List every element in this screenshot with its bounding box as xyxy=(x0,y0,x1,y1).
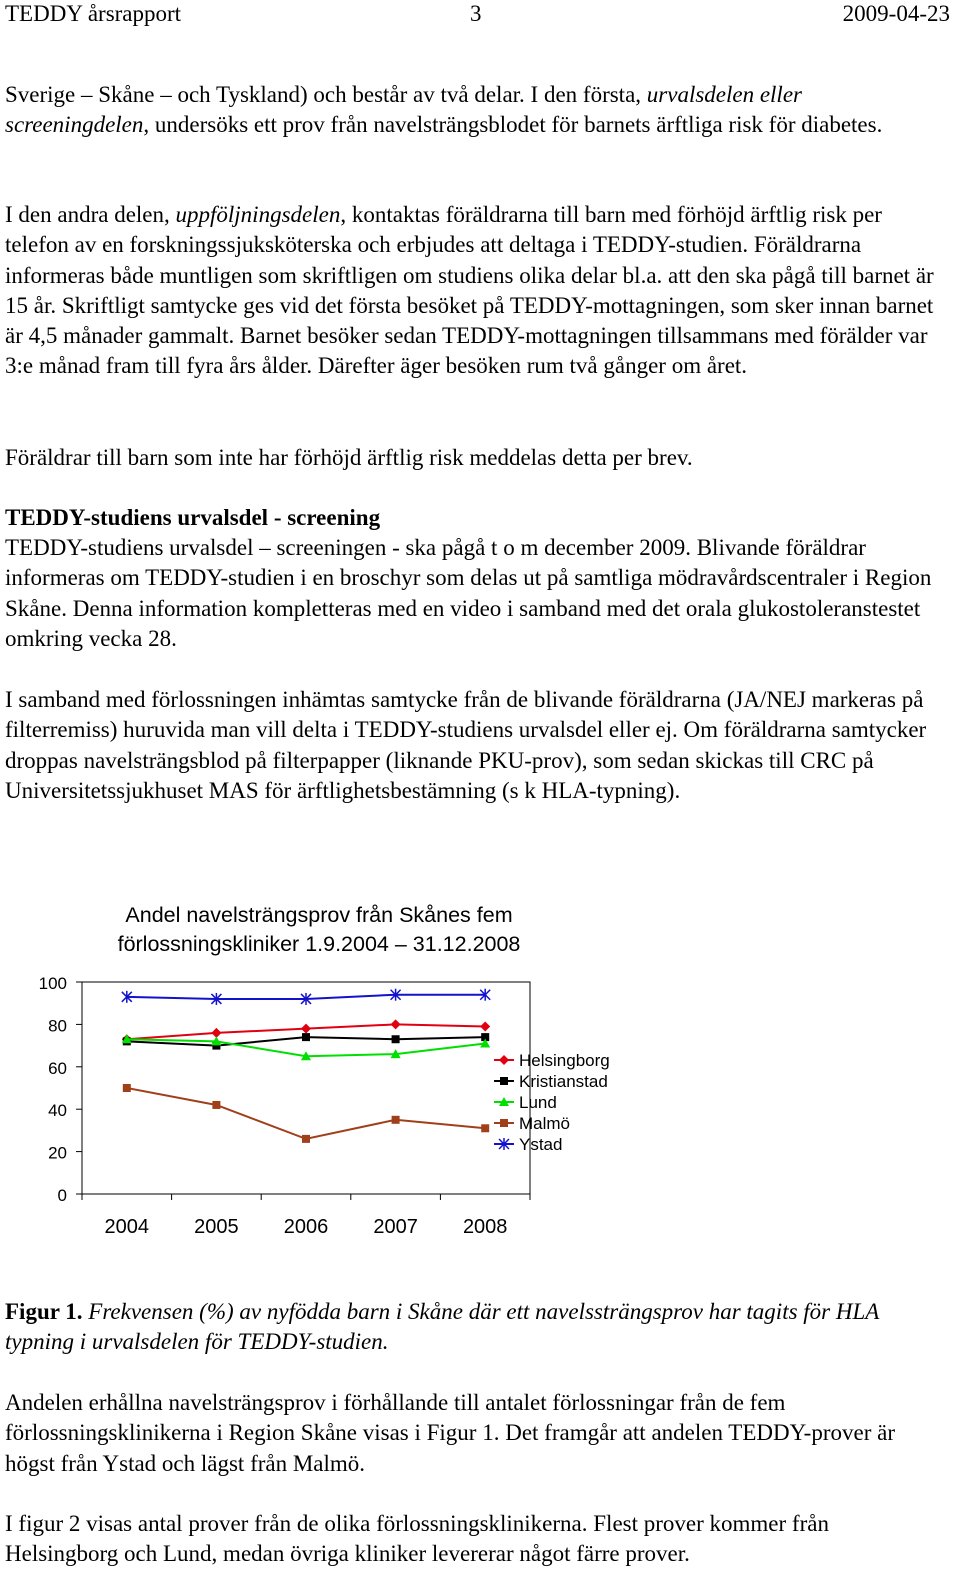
legend-label-lund: Lund xyxy=(519,1093,557,1112)
series-line-malmo xyxy=(127,1088,485,1139)
x-tick-label: 2004 xyxy=(104,1216,150,1238)
x-tick-label: 2005 xyxy=(194,1216,239,1238)
y-tick-label: 20 xyxy=(48,1143,67,1163)
data-point-malmo xyxy=(302,1135,310,1143)
y-tick-label: 0 xyxy=(57,1186,67,1205)
data-point-helsingborg xyxy=(391,1019,401,1029)
chart-title-line-2: förlossningskliniker 1.9.2004 – 31.12.2008 xyxy=(117,932,521,956)
y-tick-label: 60 xyxy=(48,1058,67,1078)
legend-label-kristianstad: Kristianstad xyxy=(519,1072,608,1091)
data-point-kristianstad xyxy=(392,1035,400,1043)
section-heading: TEDDY-studiens urvalsdel - screening xyxy=(5,505,381,530)
paragraph-results: Andelen erhållna navelsträngsprov i förhållande till antalet förlossningar från de fem förlossningsklinikerna i Region Skåne visas i Figur 1. Det framgår att andelen TEDDY-prover är högst från Ystad och lägst från Malmö. xyxy=(5,1390,895,1476)
y-tick-label: 80 xyxy=(48,1016,67,1036)
paragraph-screening: TEDDY-studiens urvalsdel – screeningen - ska pågå t o m december 2009. Blivande föräldrar informeras om TEDDY-studien i en broschyr som delas ut på samtliga mödravårdscentraler i Region Skåne. Denna information kompletteras med en video i samband med det orala glukostoleranstestet omkring vecka 28. xyxy=(5,535,932,651)
data-point-malmo xyxy=(123,1084,131,1092)
paragraph-letter: Föräldrar till barn som inte har förhöjd ärftlig risk meddelas detta per brev. xyxy=(5,445,693,470)
legend-label-malmo: Malmö xyxy=(519,1114,571,1133)
chart-title-line-1: Andel navelsträngsprov från Skånes fem xyxy=(125,903,513,927)
y-tick-label: 40 xyxy=(48,1101,67,1121)
header-title: TEDDY årsrapport xyxy=(5,1,182,26)
x-tick-label: 2007 xyxy=(373,1216,418,1238)
paragraph-followup: I den andra delen, uppföljningsdelen, kontaktas föräldrarna till barn med förhöjd ärftlig risk per telefon av en forskningssjuksköterska och erbjudes att deltaga i TEDDY-studien. Föräldrarna informeras både muntligen som skriftligen om studiens olika delar bl.a. att den ska pågå till barnet är 15 år. Skriftligt samtycke ges vid det första besöket på TEDDY-mottagningen, som sker innan barnet är 4,5 månader gammalt. Barnet besöker sedan TEDDY-mottagningen tillsammans med förälder var 3:e månad fram till fyra års ålder. Därefter äger besöken rum två gånger om året. xyxy=(5,202,934,379)
header-page-number: 3 xyxy=(470,1,482,26)
legend-marker-malmo xyxy=(500,1119,508,1127)
paragraph-figure2: I figur 2 visas antal prover från de olika förlossningsklinikerna. Flest prover kommer från Helsingborg och Lund, medan övriga kliniker levererar något färre prover. xyxy=(5,1511,829,1567)
chart xyxy=(0,880,960,1260)
legend-marker-kristianstad xyxy=(500,1077,508,1085)
legend-label-ystad: Ystad xyxy=(519,1135,563,1154)
x-tick-label: 2006 xyxy=(283,1216,329,1238)
data-point-malmo xyxy=(392,1116,400,1124)
x-tick-label: 2008 xyxy=(462,1216,508,1238)
y-tick-label: 100 xyxy=(38,974,67,993)
header-date: 2009-04-23 xyxy=(842,1,950,26)
plot-area xyxy=(82,982,530,1194)
data-point-malmo xyxy=(212,1101,220,1109)
legend-label-helsingborg: Helsingborg xyxy=(519,1051,610,1070)
legend-marker-helsingborg xyxy=(499,1055,509,1065)
data-point-malmo xyxy=(481,1124,489,1132)
data-point-helsingborg xyxy=(301,1024,311,1034)
data-point-helsingborg xyxy=(480,1022,490,1032)
data-point-kristianstad xyxy=(302,1033,310,1041)
paragraph-consent: I samband med förlossningen inhämtas samtycke från de blivande föräldrarna (JA/NEJ markeras på filterremiss) huruvida man vill delta i TEDDY-studiens urvalsdel eller ej. Om föräldrarna samtycker droppas navelsträngsblod på filterpapper (liknande PKU-prov), som sedan skickas till CRC på Universitetssjukhuset MAS för ärftlighetsbestämning (s k HLA-typning). xyxy=(5,687,927,803)
paragraph-intro: Sverige – Skåne – och Tyskland) och består av två delar. I den första, urvalsdelen eller screeningdelen, undersöks ett prov från navelsträngsblodet för barnets ärftliga risk för diabetes. xyxy=(5,82,883,138)
figure-caption: Figur 1. Frekvensen (%) av nyfödda barn i Skåne där ett navelssträngsprov har tagits för HLA typning i urvalsdelen för TEDDY-studien. xyxy=(5,1299,879,1355)
